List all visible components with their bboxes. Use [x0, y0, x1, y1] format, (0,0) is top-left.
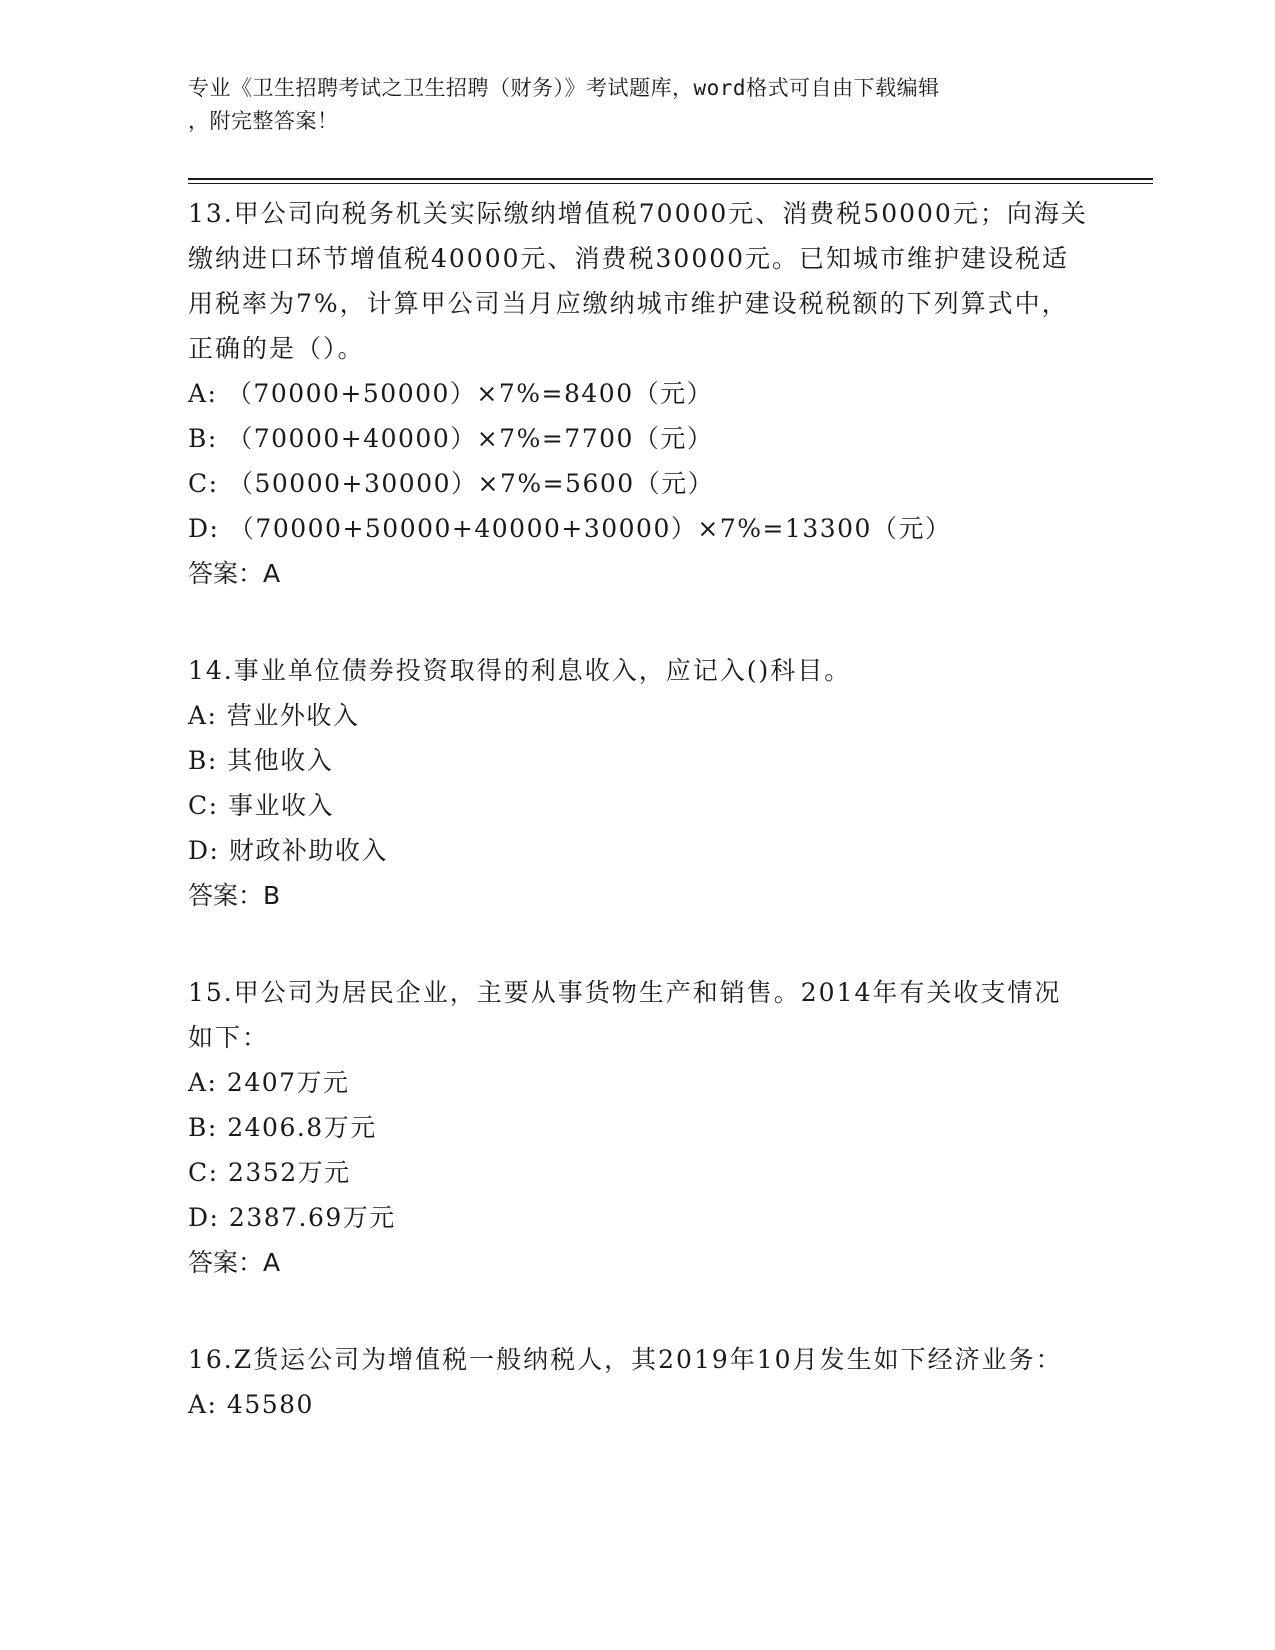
answer: 答案：A [188, 1248, 281, 1277]
header-rule-thin [188, 183, 1153, 184]
question-text: 14.事业单位债券投资取得的利息收入，应记入()科目。 [188, 656, 852, 685]
question-15 [188, 970, 1088, 1285]
answer: 答案：A [188, 559, 281, 588]
answer: 答案：B [188, 881, 281, 910]
question-text: 16.Z货运公司为增值税一般纳税人，其2019年10月发生如下经济业务： [188, 1345, 1063, 1374]
option-a: A: 营业外收入 [188, 701, 360, 730]
option-c: C: （50000+30000）×7%=5600（元） [188, 469, 715, 498]
option-c: C: 2352万元 [188, 1158, 351, 1187]
option-d: D: （70000+50000+40000+30000）×7%=13300（元） [188, 514, 952, 543]
option-b: B: 2406.8万元 [188, 1113, 377, 1142]
option-a: A: 45580 [188, 1390, 314, 1419]
question-16 [188, 1337, 1088, 1427]
question-text: 15.甲公司为居民企业，主要从事货物生产和销售。2014年有关收支情况如下： [188, 978, 1062, 1052]
question-13 [188, 191, 1088, 596]
document-header [188, 72, 1068, 138]
header-rule-thick [188, 178, 1153, 180]
question-list [188, 191, 1088, 1479]
header-line-2: ，附完整答案！ [188, 109, 339, 133]
question-text: 13.甲公司向税务机关实际缴纳增值税70000元、消费税50000元；向海关缴纳进口环节增值税40000元、消费税30000元。已知城市维护建设税适用税率为7%，计算甲公司当月应缴纳城市维护建设税税额的下列算式中，正确的是（）。 [188, 199, 1088, 363]
option-a: A: 2407万元 [188, 1068, 350, 1097]
option-b: B: （70000+40000）×7%=7700（元） [188, 424, 714, 453]
header-line-1: 专业《卫生招聘考试之卫生招聘（财务）》考试题库，word格式可自由下载编辑 [188, 76, 940, 100]
question-14 [188, 648, 1088, 918]
option-c: C: 事业收入 [188, 791, 334, 820]
option-d: D: 2387.69万元 [188, 1203, 396, 1232]
option-b: B: 其他收入 [188, 746, 334, 775]
option-d: D: 财政补助收入 [188, 836, 388, 865]
option-a: A: （70000+50000）×7%=8400（元） [188, 379, 714, 408]
